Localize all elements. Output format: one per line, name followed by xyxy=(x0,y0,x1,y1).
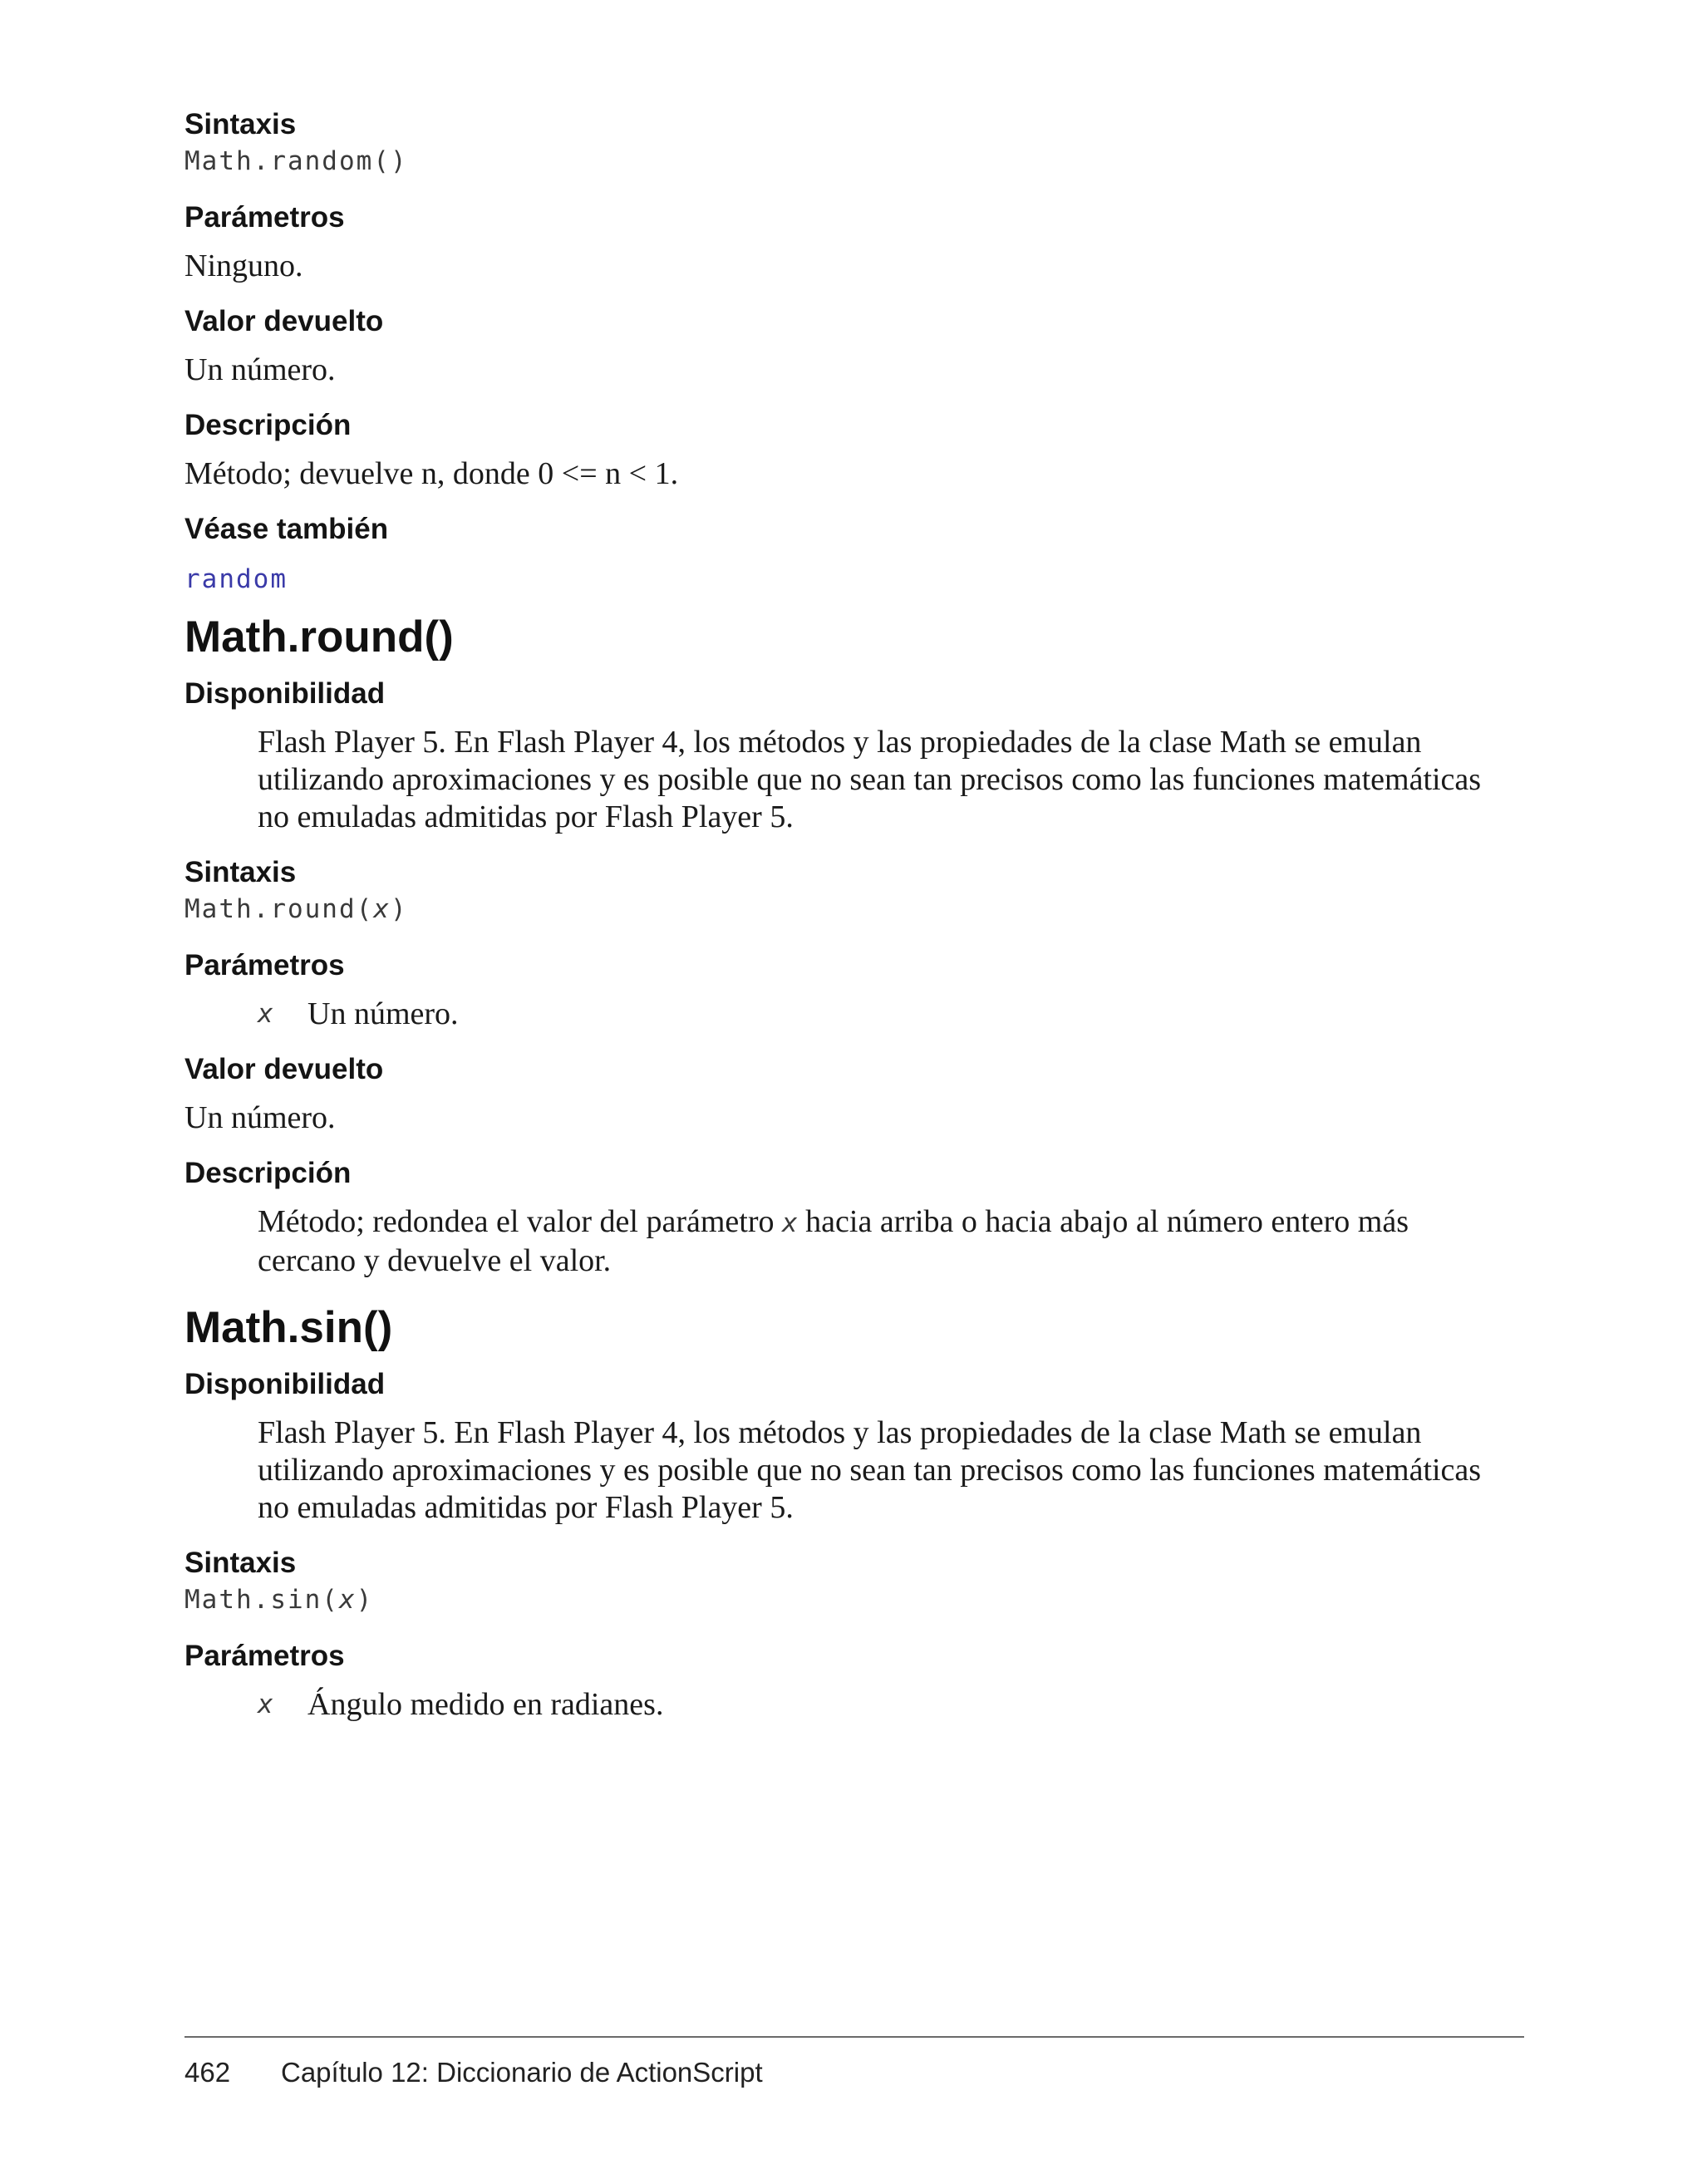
desc-text: Método; devuelve n, donde 0 <= n < 1. xyxy=(184,456,679,491)
desc-line: cercano y devuelve el valor. xyxy=(258,1243,612,1278)
params-heading: Parámetros xyxy=(184,949,345,981)
syntax-arg: x xyxy=(338,1585,357,1615)
page-footer xyxy=(184,2056,763,2089)
syntax-code: Math.random() xyxy=(184,146,408,176)
param-row xyxy=(258,1686,1524,1724)
syntax-suffix: ) xyxy=(390,894,408,924)
params-heading: Parámetros xyxy=(184,1640,345,1672)
params-text: Ninguno. xyxy=(184,248,303,283)
param-desc: Ángulo medido en radianes. xyxy=(307,1687,664,1722)
syntax-heading: Sintaxis xyxy=(184,1547,297,1579)
return-heading: Valor devuelto xyxy=(184,1053,384,1085)
syntax-code xyxy=(184,1583,1524,1616)
desc-heading: Descripción xyxy=(184,409,352,441)
footer-divider xyxy=(184,2036,1524,2038)
chapter-title: Capítulo 12: Diccionario de ActionScript xyxy=(281,2057,763,2088)
syntax-prefix: Math.round( xyxy=(184,894,374,924)
syntax-heading: Sintaxis xyxy=(184,856,297,888)
syntax-arg: x xyxy=(373,894,391,924)
desc-param: x xyxy=(781,1208,798,1238)
page-number: 462 xyxy=(184,2057,231,2088)
param-name: x xyxy=(258,999,273,1029)
return-text: Un número. xyxy=(184,352,336,387)
param-row xyxy=(258,996,1524,1033)
syntax-prefix: Math.sin( xyxy=(184,1585,339,1615)
round-title: Math.round() xyxy=(184,612,454,662)
avail-text xyxy=(258,1414,1524,1527)
return-heading: Valor devuelto xyxy=(184,305,384,337)
param-desc: Un número. xyxy=(307,996,459,1031)
syntax-suffix: ) xyxy=(356,1585,374,1615)
avail-line: utilizando aproximaciones y es posible que no sean tan precisos como las funciones matemáticas xyxy=(258,762,1482,797)
sin-title: Math.sin() xyxy=(184,1303,393,1352)
avail-heading: Disponibilidad xyxy=(184,677,386,710)
return-text: Un número. xyxy=(184,1100,336,1135)
desc-line xyxy=(258,1203,1524,1242)
syntax-code xyxy=(184,893,1524,926)
avail-heading: Disponibilidad xyxy=(184,1368,386,1400)
sin-section xyxy=(184,1301,1524,1724)
avail-line: utilizando aproximaciones y es posible que no sean tan precisos como las funciones matemáticas xyxy=(258,1453,1482,1488)
document-page xyxy=(184,106,1524,1724)
see-also-link[interactable]: random xyxy=(184,564,288,594)
avail-text xyxy=(258,724,1524,836)
avail-line: Flash Player 5. En Flash Player 4, los métodos y las propiedades de la clase Math se emulan xyxy=(258,725,1422,760)
desc-text-part: Método; redondea el valor del parámetro xyxy=(258,1204,782,1239)
desc-text-part: hacia arriba o hacia abajo al número entero más xyxy=(797,1204,1409,1239)
desc-text xyxy=(258,1203,1524,1280)
avail-line: no emuladas admitidas por Flash Player 5. xyxy=(258,799,794,834)
see-also-heading: Véase también xyxy=(184,513,389,545)
avail-line: no emuladas admitidas por Flash Player 5. xyxy=(258,1490,794,1525)
round-section xyxy=(184,611,1524,1280)
desc-heading: Descripción xyxy=(184,1157,352,1189)
params-heading: Parámetros xyxy=(184,201,345,234)
param-name: x xyxy=(258,1690,273,1719)
avail-line: Flash Player 5. En Flash Player 4, los métodos y las propiedades de la clase Math se emulan xyxy=(258,1415,1422,1450)
random-section xyxy=(184,106,1524,596)
syntax-heading: Sintaxis xyxy=(184,108,297,140)
